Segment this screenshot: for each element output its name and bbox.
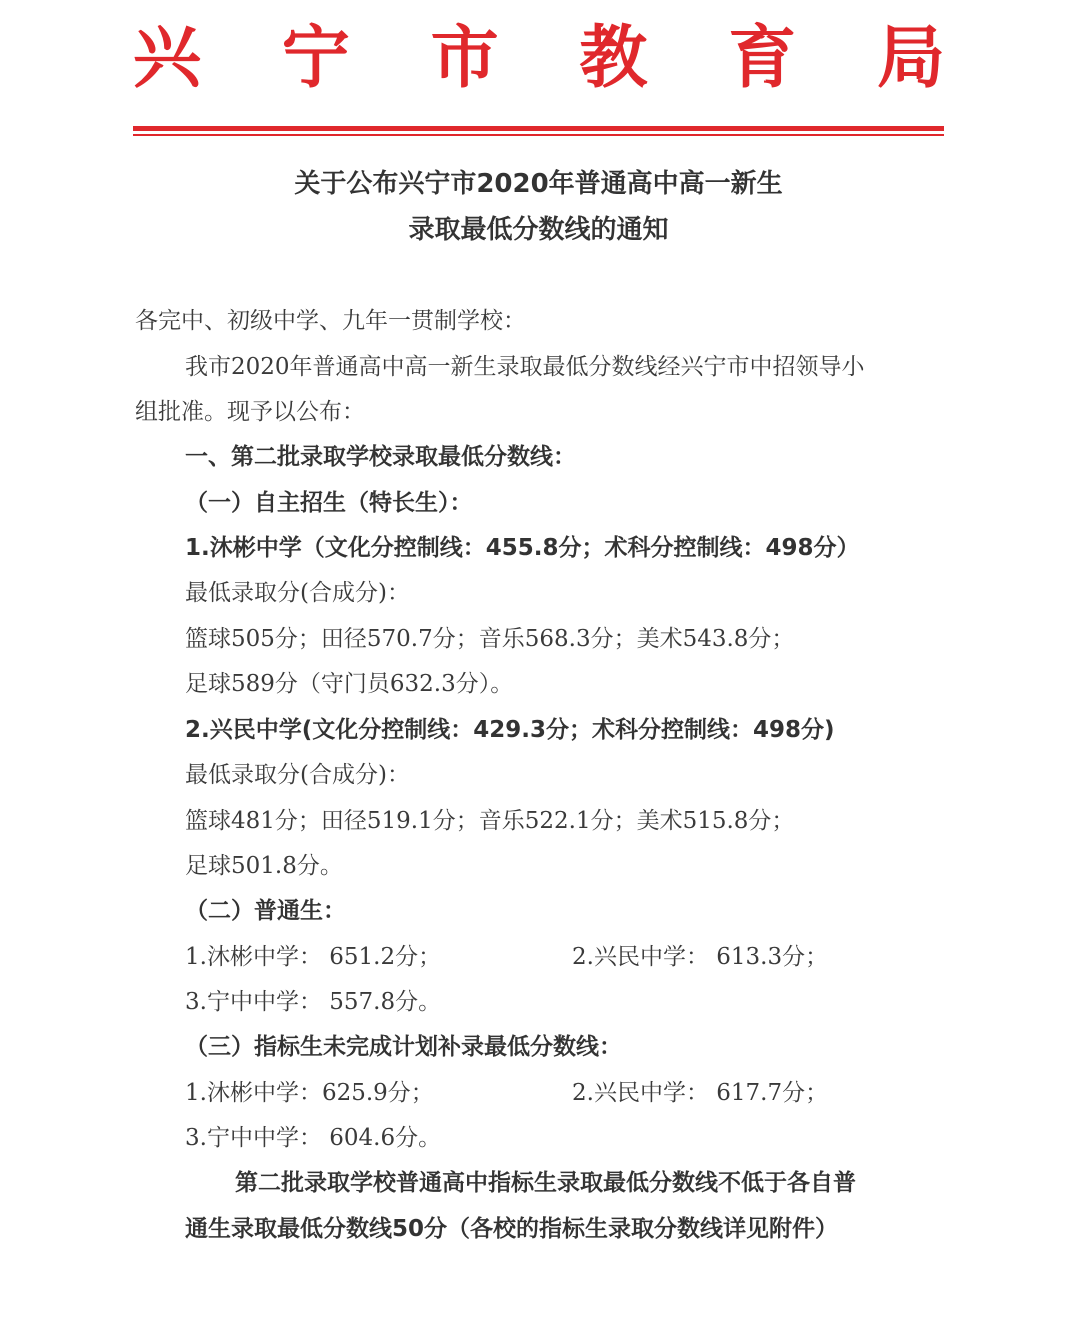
school-2-score-label: 最低录取分(合成分)： — [185, 762, 410, 788]
closing-line-2: 通生录取最低分数线50分（各校的指标生录取分数线详见附件） — [185, 1216, 839, 1242]
subsection-2-heading: （二）普通生： — [185, 898, 346, 924]
document-title-line-1: 关于公布兴宁市2020年普通高中高一新生 — [294, 169, 783, 199]
school-2-scores-line-1: 篮球481分；田径519.1分；音乐522.1分；美术515.8分； — [185, 808, 795, 834]
salutation: 各完中、初级中学、九年一贯制学校： — [135, 308, 526, 334]
subsection-3-heading: （三）指标生未完成计划补录最低分数线： — [185, 1034, 622, 1060]
regular-score-left: 1.沐彬中学： 651.2分； — [185, 944, 442, 970]
school-2-scores-line-2: 足球501.8分。 — [185, 853, 343, 879]
intro-line-2: 组批准。现予以公布： — [135, 399, 365, 425]
quota-score-left: 1.沐彬中学：625.9分； — [185, 1080, 434, 1106]
letterhead-char: 市 — [430, 18, 499, 98]
document-title-line-2: 录取最低分数线的通知 — [408, 215, 669, 245]
letterhead — [133, 18, 945, 98]
red-rule-thick — [133, 126, 944, 131]
intro-line-1: 我市2020年普通高中高一新生录取最低分数线经兴宁市中招领导小 — [185, 354, 865, 380]
section-1-heading: 一、第二批录取学校录取最低分数线： — [185, 444, 576, 470]
school-2-heading: 2.兴民中学(文化分控制线：429.3分；术科分控制线：498分) — [185, 717, 835, 743]
letterhead-char: 兴 — [133, 18, 202, 98]
school-1-scores-line-1: 篮球505分；田径570.7分；音乐568.3分；美术543.8分； — [185, 626, 795, 652]
school-1-scores-line-2: 足球589分（守门员632.3分）。 — [185, 671, 514, 697]
school-1-score-label: 最低录取分(合成分)： — [185, 580, 410, 606]
quota-score-left: 3.宁中中学： 604.6分。 — [185, 1125, 442, 1151]
red-rule-thin — [133, 134, 944, 136]
letterhead-char: 育 — [728, 18, 797, 98]
letterhead-char: 教 — [579, 18, 648, 98]
letterhead-char: 宁 — [281, 18, 350, 98]
letterhead-char: 局 — [876, 18, 945, 98]
subsection-1-heading: （一）自主招生（特长生）： — [185, 490, 473, 516]
closing-line-1: 第二批录取学校普通高中指标生录取最低分数线不低于各自普 — [235, 1170, 856, 1196]
regular-score-left: 3.宁中中学： 557.8分。 — [185, 989, 442, 1015]
school-1-heading: 1.沐彬中学（文化分控制线：455.8分；术科分控制线：498分） — [185, 535, 860, 561]
quota-score-right: 2.兴民中学： 617.7分； — [572, 1080, 829, 1106]
regular-score-right: 2.兴民中学： 613.3分； — [572, 944, 829, 970]
